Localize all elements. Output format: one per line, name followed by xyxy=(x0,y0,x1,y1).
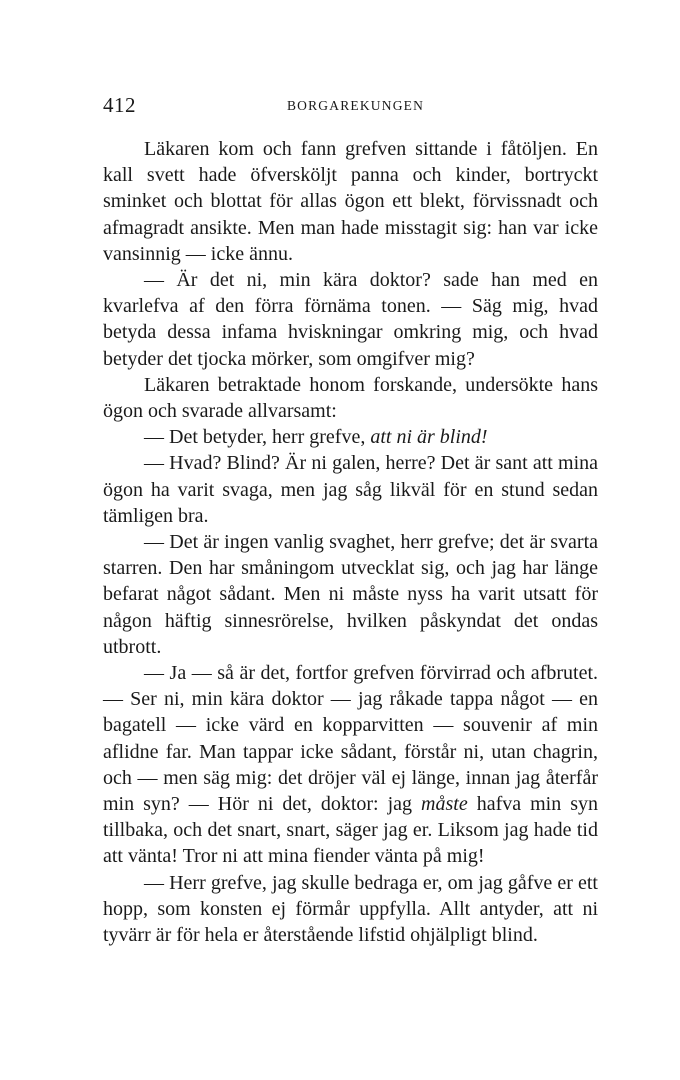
page-number: 412 xyxy=(103,93,136,117)
emphasized-text: att ni är blind! xyxy=(370,426,488,449)
paragraph-text: — Det betyder, herr grefve, xyxy=(144,426,371,449)
paragraph: — Herr grefve, jag skulle bedraga er, om jag gåfve er ett hopp, som konsten ej förmår uppfylla. Allt antyder, att ni tyvärr är för hela er återstående lifstid ohjälpligt blind. xyxy=(103,871,598,947)
paragraph: — Hvad? Blind? Är ni galen, herre? Det är sant att mina ögon ha varit svaga, men jag såg likväl för en stund sedan tämligen bra. xyxy=(103,452,598,527)
emphasized-text: måste xyxy=(421,793,468,816)
paragraph xyxy=(103,424,598,450)
paragraph xyxy=(103,660,598,870)
page-header xyxy=(103,93,598,121)
paragraph: — Är det ni, min kära doktor? sade han med en kvarlefva af den förra förnäma tonen. — Säg mig, hvad betyda dessa infama hviskningar omkring mig, och hvad betyder det tjocka mörker, som omgifver mig? xyxy=(103,269,598,370)
paragraph: Läkaren kom och fann grefven sittande i fåtöljen. En kall svett hade öfversköljt panna och kinder, bortryckt sminket och blottat för allas ögon ett blekt, förvissnadt och afmagradt ansikte. Men man hade misstagit sig: han var icke vansinnig — icke ännu. xyxy=(103,138,598,265)
paragraph-text: — Ja — så är det, fortfor grefven förvirrad och afbrutet. — Ser ni, min kära doktor — jag råkade tappa något — en bagatell — icke värd en kopparvitten — souvenir af min aflidne far. Man tappar icke sådant, förstår ni, utan chagrin, och — men säg mig: det dröjer väl ej länge, innan jag återfår min syn? — Hör ni det, doktor: jag xyxy=(103,662,598,816)
paragraph-text: hafva min syn tillbaka, och det snart, snart, säger jag er. Liksom jag hade tid att vänta! Tror ni att mina fiender vänta på mig! xyxy=(103,793,598,868)
body-text xyxy=(103,136,598,948)
paragraph: Läkaren betraktade honom forskande, undersökte hans ögon och svarade allvarsamt: xyxy=(103,373,598,423)
running-title: BORGAREKUNGEN xyxy=(286,98,425,113)
paragraph: — Det är ingen vanlig svaghet, herr grefve; det är svarta starren. Den har småningom utvecklat sig, och jag har länge befarat något sådant. Men ni måste nyss ha varit utsatt för någon häftig sinnesrörelse, hvilken påskyndat det ondas utbrott. xyxy=(103,531,598,658)
